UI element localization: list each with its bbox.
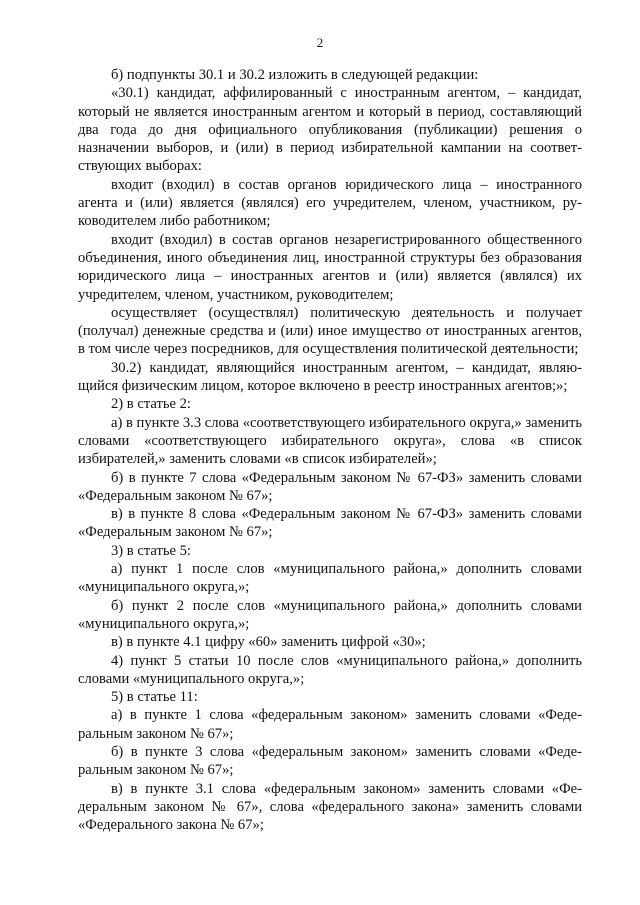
paragraph-30-2-definition: 30.2) кандидат, являющийся иностранным агентом, – кандидат, являющийся физическим лицом, которое включено в реестр иностранных агентов;»;: [78, 359, 582, 395]
paragraph-article-5-item-b: б) пункт 2 после слов «муниципального района,» дополнить словами «муниципального округа,»;: [78, 597, 582, 632]
paragraph-article-2-item-a: а) в пункте 3.3 слова «соответствующего избирательного округа,» заменить словами «соответствующего избирательного округа», слова «в список избирателей,» заменить словами «в список избирателей»;: [78, 414, 582, 468]
page-number: 2: [316, 35, 324, 50]
paragraph-article-5-heading: 3) в статье 5:: [111, 542, 191, 559]
paragraph-article-5-item-a: а) пункт 1 после слов «муниципального района,» дополнить словами «муниципального округа,»;: [78, 561, 582, 596]
paragraph-item-b-subpoints: б) подпункты 30.1 и 30.2 изложить в следующей редакции:: [111, 67, 479, 83]
paragraph-30-1-clause-3: осуществляет (осуществлял) политическую деятельность и получает (получал) денежные средства и (или) иное имущество от иностранных агентов, в том числе через посредников, для осуществления политической деятельности;: [78, 304, 582, 358]
paragraph-article-11-heading: 5) в статье 11:: [111, 689, 198, 706]
paragraph-article-2-item-v: в) в пункте 8 слова «Федеральным законом № 67-ФЗ» заменить словами «Федеральным законом № 67»;: [78, 506, 582, 541]
paragraph-30-1-clause-1: входит (входил) в состав органов юридического лица – иностранного агента и (или) является (являлся) его учредителем, членом, участником, руководителем либо работником;: [78, 176, 582, 230]
document-body: [78, 66, 582, 834]
paragraph-article-11-item-a: а) в пункте 1 слова «федеральным законом» заменить словами «Федеральным законом № 67»;: [78, 707, 582, 742]
paragraph-article-11-item-b: б) в пункте 3 слова «федеральным законом» заменить словами «Федеральным законом № 67»;: [78, 743, 582, 779]
paragraph-article-5-item-v: в) в пункте 4.1 цифру «60» заменить цифрой «30»;: [111, 634, 426, 651]
paragraph-article-10-item-4: 4) пункт 5 статьи 10 после слов «муниципального района,» дополнить словами «муниципального округа,»;: [78, 652, 582, 687]
paragraph-article-2-item-b: б) в пункте 7 слова «Федеральным законом № 67-ФЗ» заменить словами «Федеральным законом № 67»;: [78, 469, 582, 504]
paragraph-article-11-item-v: в) в пункте 3.1 слова «федеральным законом» заменить словами «Федеральным законом № 67», слова «федерального закона» заменить словами «Федерального закона № 67»;: [78, 780, 582, 834]
paragraph-article-2-heading: 2) в статье 2:: [111, 396, 191, 413]
paragraph-30-1-clause-2: входит (входил) в состав органов незарегистрированного общественного объединения, иного объединения лиц, иностранной структуры без образования юридического лица – иностранных агентов и (или) является (являлся) их учредителем, членом, участником, руководителем;: [78, 231, 582, 303]
paragraph-30-1-definition: «30.1) кандидат, аффилированный с иностранным агентом, – кандидат, который не является иностранным агентом и который в период, составляющий два года до дня официального опубликования (публикации) решения о назначении выборов, и (или) в период избирательной кампании на соответствующих выборах:: [78, 85, 582, 175]
